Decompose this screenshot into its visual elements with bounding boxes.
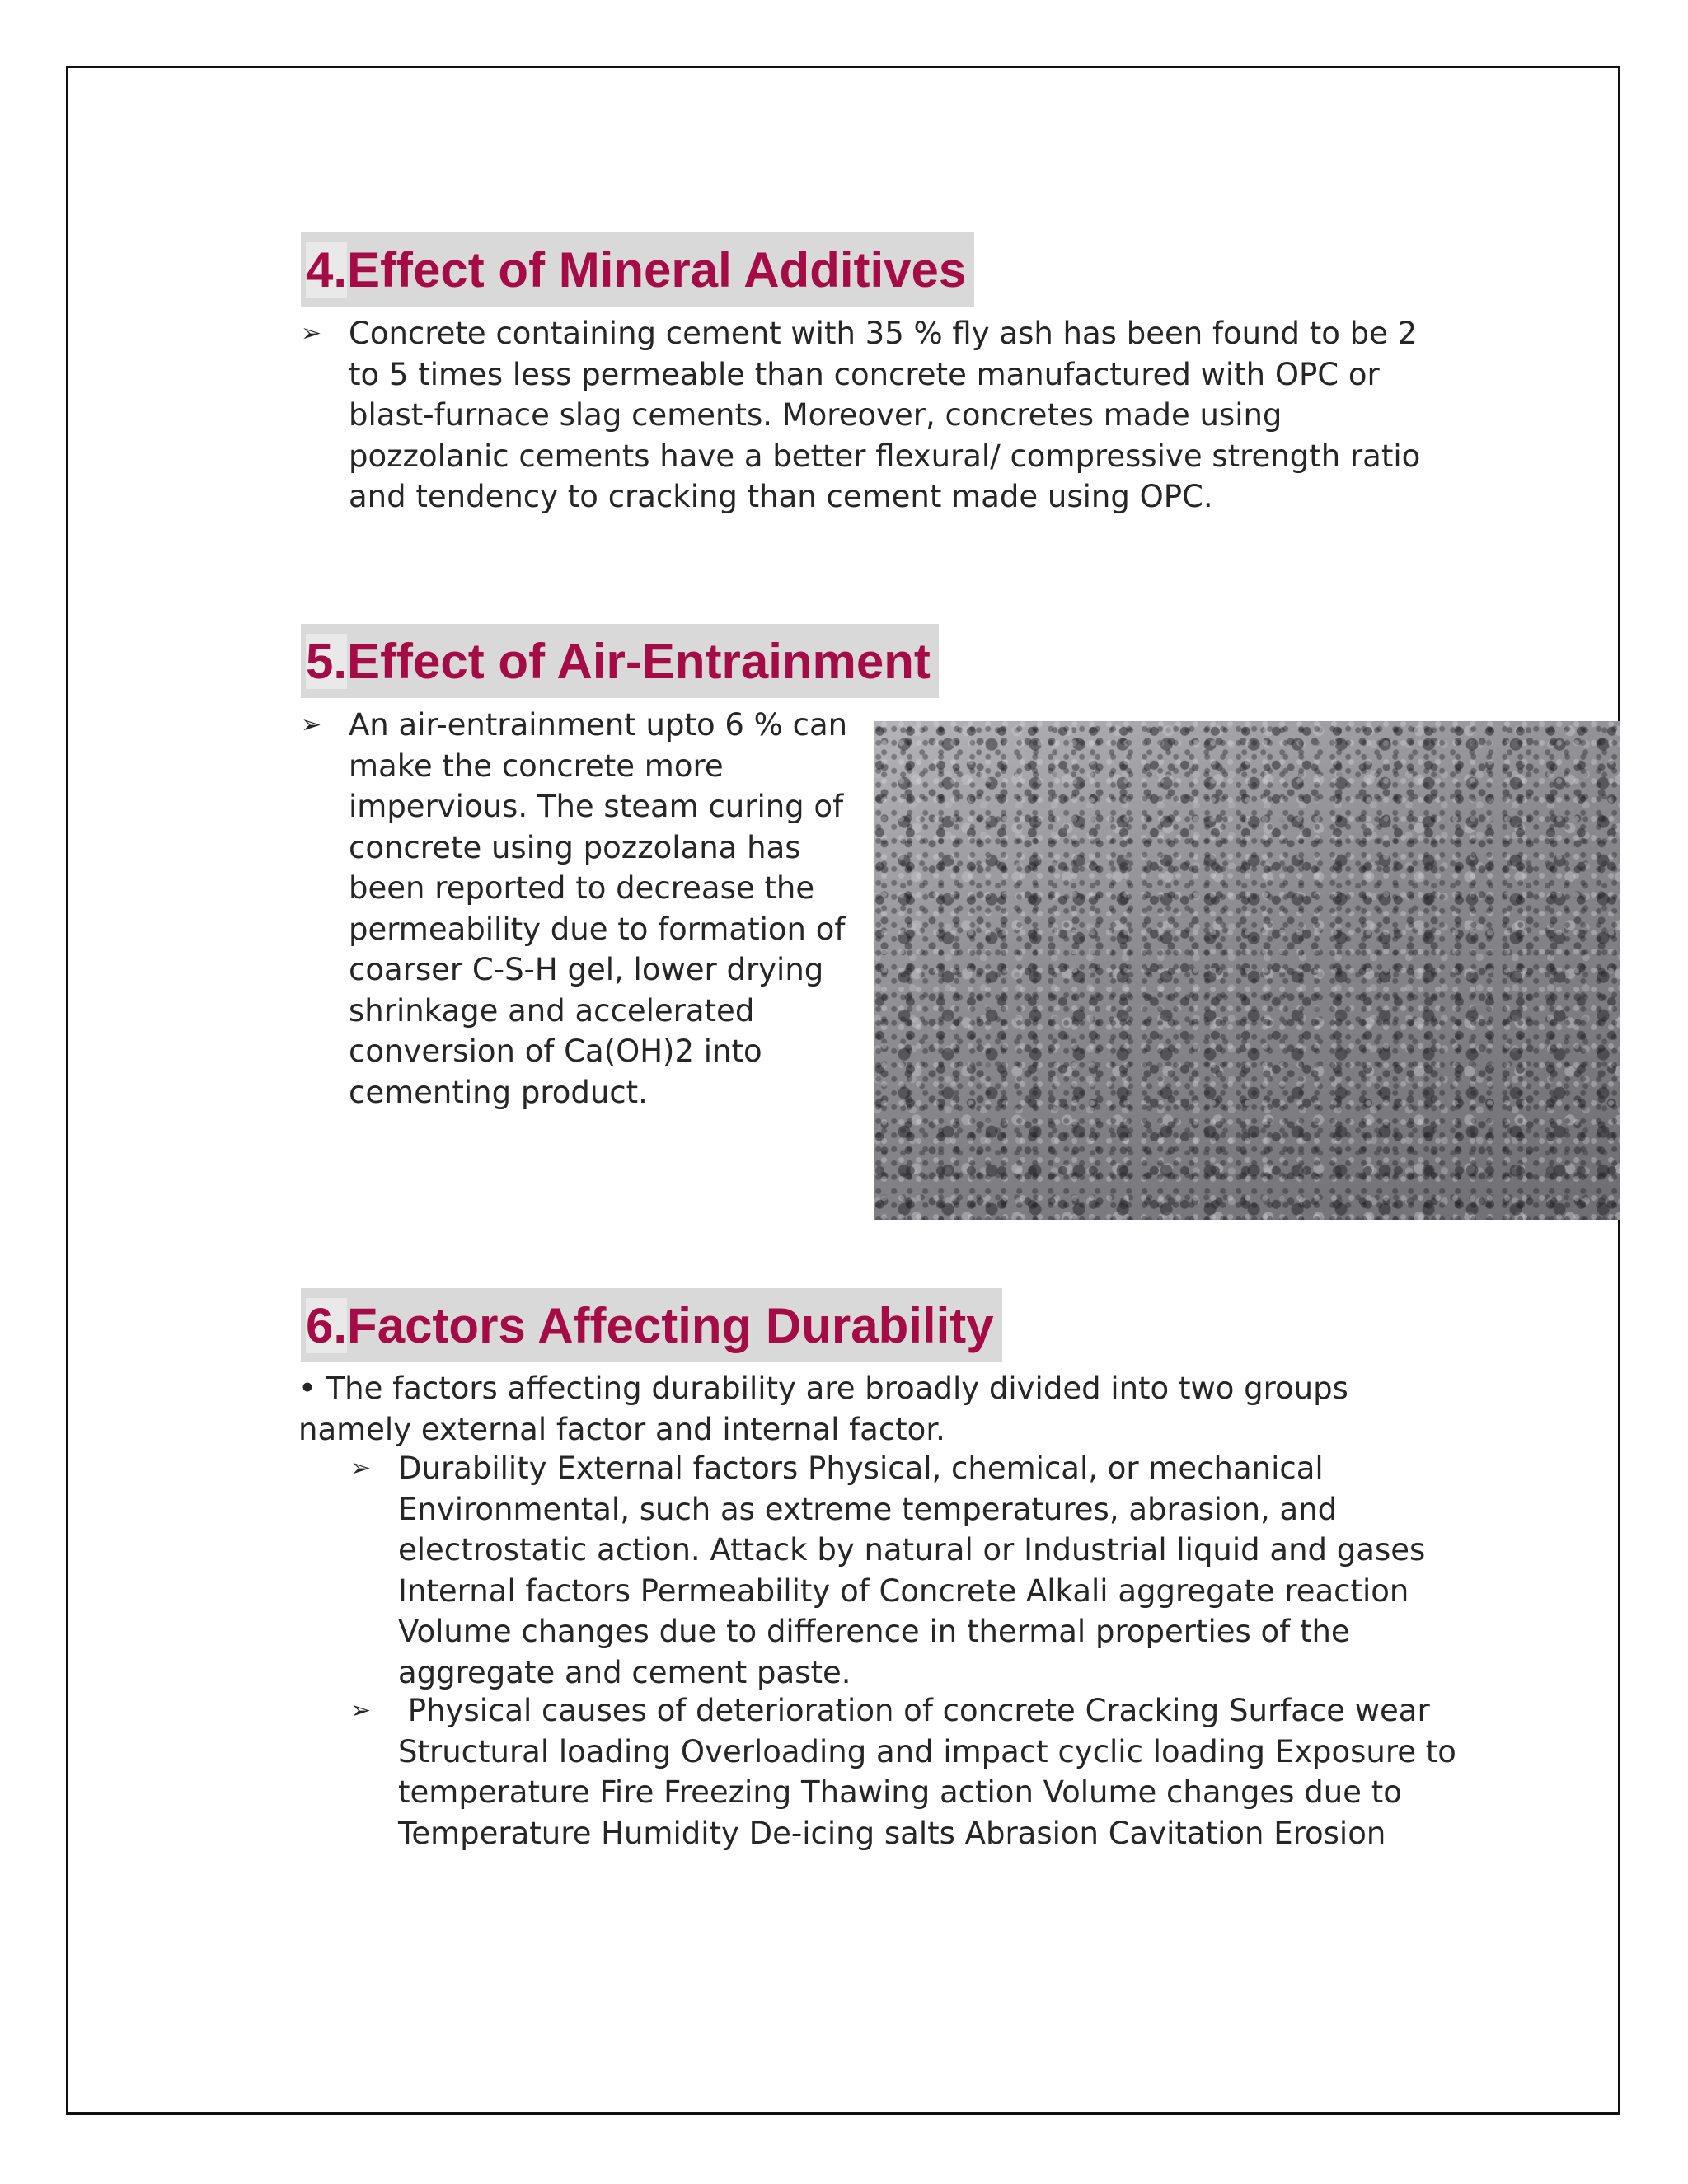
arrow-bullet-icon: ➢ (301, 319, 322, 348)
section-5-title: Effect of Air-Entrainment (347, 634, 931, 689)
section-4-paragraph: Concrete containing cement with 35 % fly ash has been found to be 2 to 5 times less permeable than concrete manufactured with OPC or blast-furnace slag cements. Moreover, concretes made using pozzolanic cements have a better flexural/ compressive strength ratio and tendency to cracking than cement made using OPC. (349, 316, 1421, 514)
section-6-bullet-1 (350, 1448, 1459, 1693)
section-5-paragraph: An air-entrainment upto 6 % can make the concrete more impervious. The steam curing of concrete using pozzolana has been reported to decrease the permeability due to formation of coarser C-S-H gel, lower drying shrinkage and accelerated conversion of Ca(OH)2 into cementing product. (349, 707, 848, 1110)
section-4-number: 4. (306, 242, 348, 298)
section-6-title: Factors Affecting Durability (347, 1298, 994, 1353)
photo-texture (874, 721, 1620, 1220)
section-5-bullet (301, 705, 861, 1113)
section-5-heading (301, 624, 939, 698)
section-4-title: Effect of Mineral Additives (347, 242, 967, 298)
section-6-bullet-2 (350, 1690, 1466, 1854)
section-4-heading (301, 232, 974, 307)
porous-concrete-photo (874, 721, 1620, 1220)
section-6-number: 6. (306, 1298, 348, 1353)
section-6-heading (301, 1288, 1002, 1362)
arrow-bullet-icon: ➢ (350, 1454, 372, 1483)
section-5-number: 5. (306, 634, 348, 689)
section-6-intro: • The factors affecting durability are broadly divided into two groups namely external factor and internal factor. (298, 1371, 1348, 1447)
section-6-bullet-1-text: Durability External factors Physical, chemical, or mechanical Environmental, such as extreme temperatures, abrasion, and electrostatic action. Attack by natural or Industrial liquid and gases Internal factors Permeability of Concrete Alkali aggregate reaction Volume changes due to difference in thermal properties of the aggregate and cement paste. (398, 1451, 1426, 1690)
arrow-bullet-icon: ➢ (350, 1696, 372, 1725)
arrow-bullet-icon: ➢ (301, 710, 322, 739)
section-4-bullet (301, 313, 1430, 518)
section-6-bullet-2-text: Physical causes of deterioration of concrete Cracking Surface wear Structural loading Overloading and impact cyclic loading Exposure to temperature Fire Freezing Thawing action Volume changes due to Temperature Humidity De-icing salts Abrasion Cavitation Erosion (398, 1693, 1466, 1851)
